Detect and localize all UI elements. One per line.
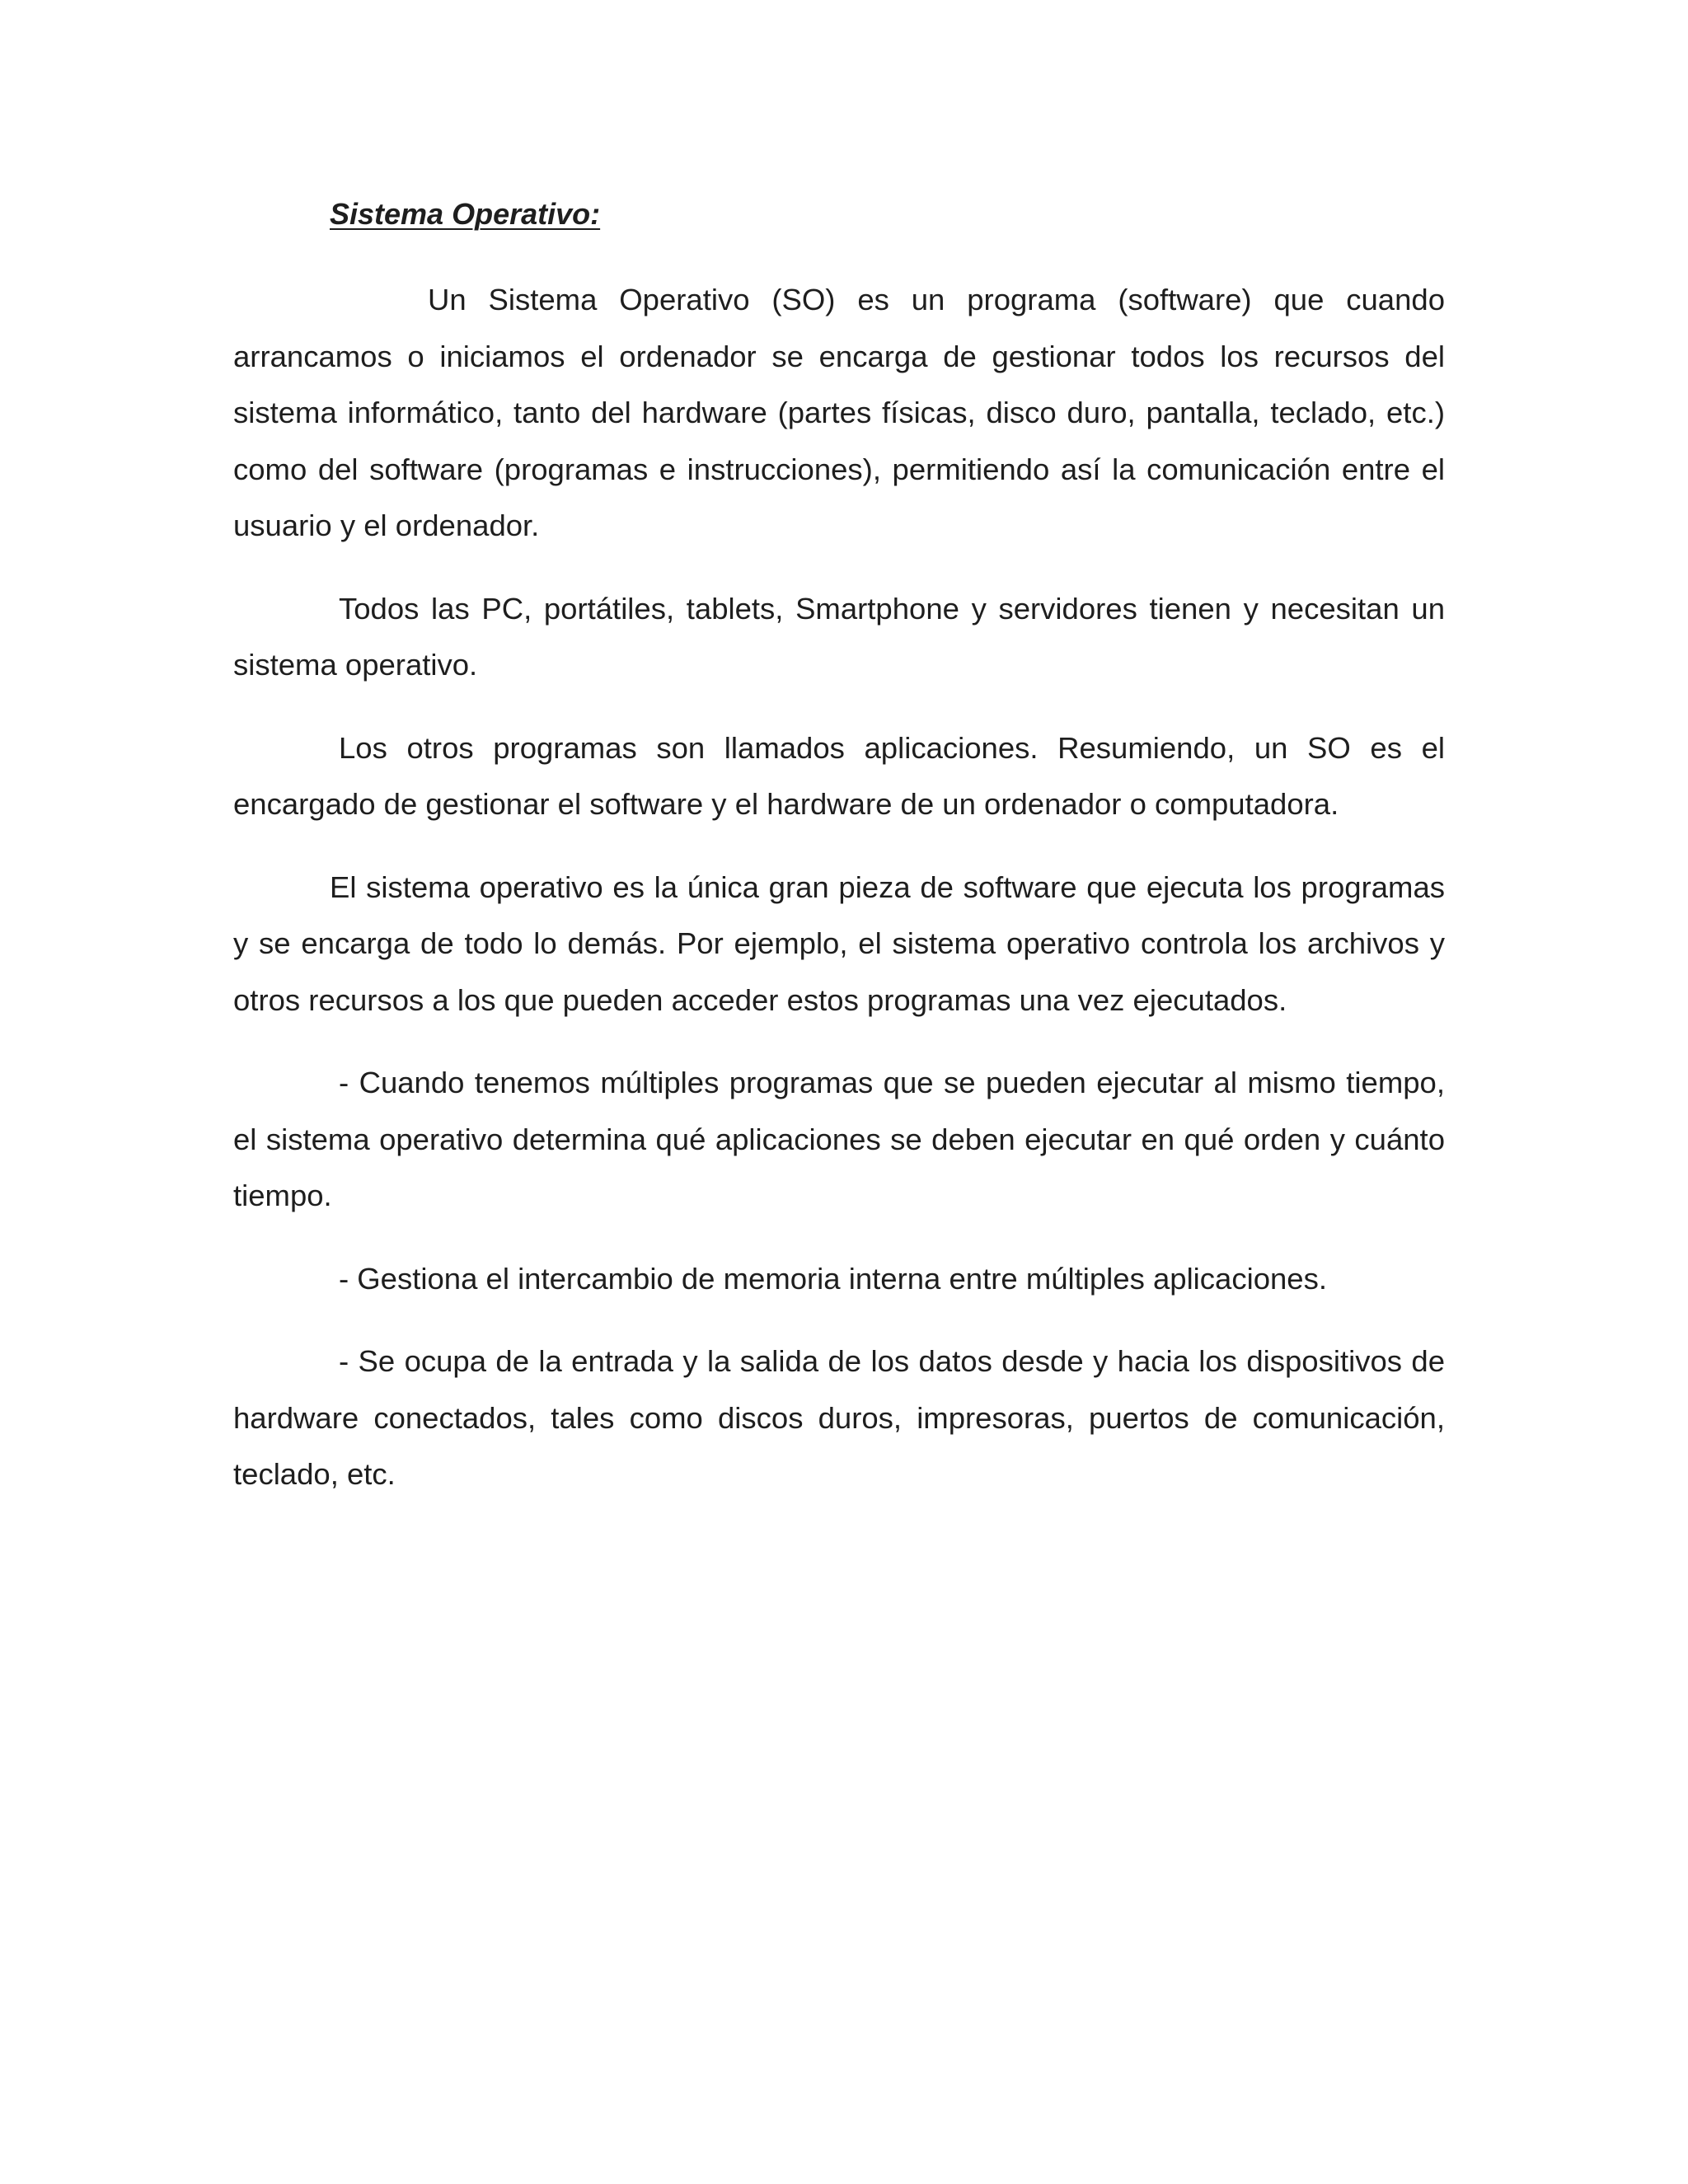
document-body <box>233 190 1445 1503</box>
paragraph-memory: - Gestiona el intercambio de memoria interna entre múltiples aplicaciones. <box>339 1261 1327 1296</box>
paragraph-applications: Los otros programas son llamados aplicaciones. Resumiendo, un SO es el encargado de gestionar el software y el hardware de un ordenador o computadora. <box>233 730 1445 821</box>
paragraph-scheduling: - Cuando tenemos múltiples programas que se pueden ejecutar al mismo tiempo, el sistema operativo determina qué aplicaciones se deben ejecutar en qué orden y cuánto tiempo. <box>233 1066 1445 1212</box>
paragraph-definition: Un Sistema Operativo (SO) es un programa (software) que cuando arrancamos o iniciamos el ordenador se encarga de gestionar todos los recursos del sistema informático, tanto del hardware (partes físicas, disco duro, pantalla, teclado, etc.) como del software (programas e instrucciones), permitiendo así la comunicación entre el usuario y el ordenador. <box>233 283 1445 542</box>
paragraph-role: El sistema operativo es la única gran pieza de software que ejecuta los programas y se encarga de todo lo demás. Por ejemplo, el sistema operativo controla los archivos y otros recursos a los que pueden acceder estos programas una vez ejecutados. <box>233 869 1445 1017</box>
paragraph-devices: Todos las PC, portátiles, tablets, Smartphone y servidores tienen y necesitan un sistema operativo. <box>233 591 1445 682</box>
document-title: Sistema Operativo: <box>330 197 601 231</box>
paragraph-io: - Se ocupa de la entrada y la salida de los datos desde y hacia los dispositivos de hardware conectados, tales como discos duros, impresoras, puertos de comunicación, teclado, etc. <box>233 1344 1445 1491</box>
